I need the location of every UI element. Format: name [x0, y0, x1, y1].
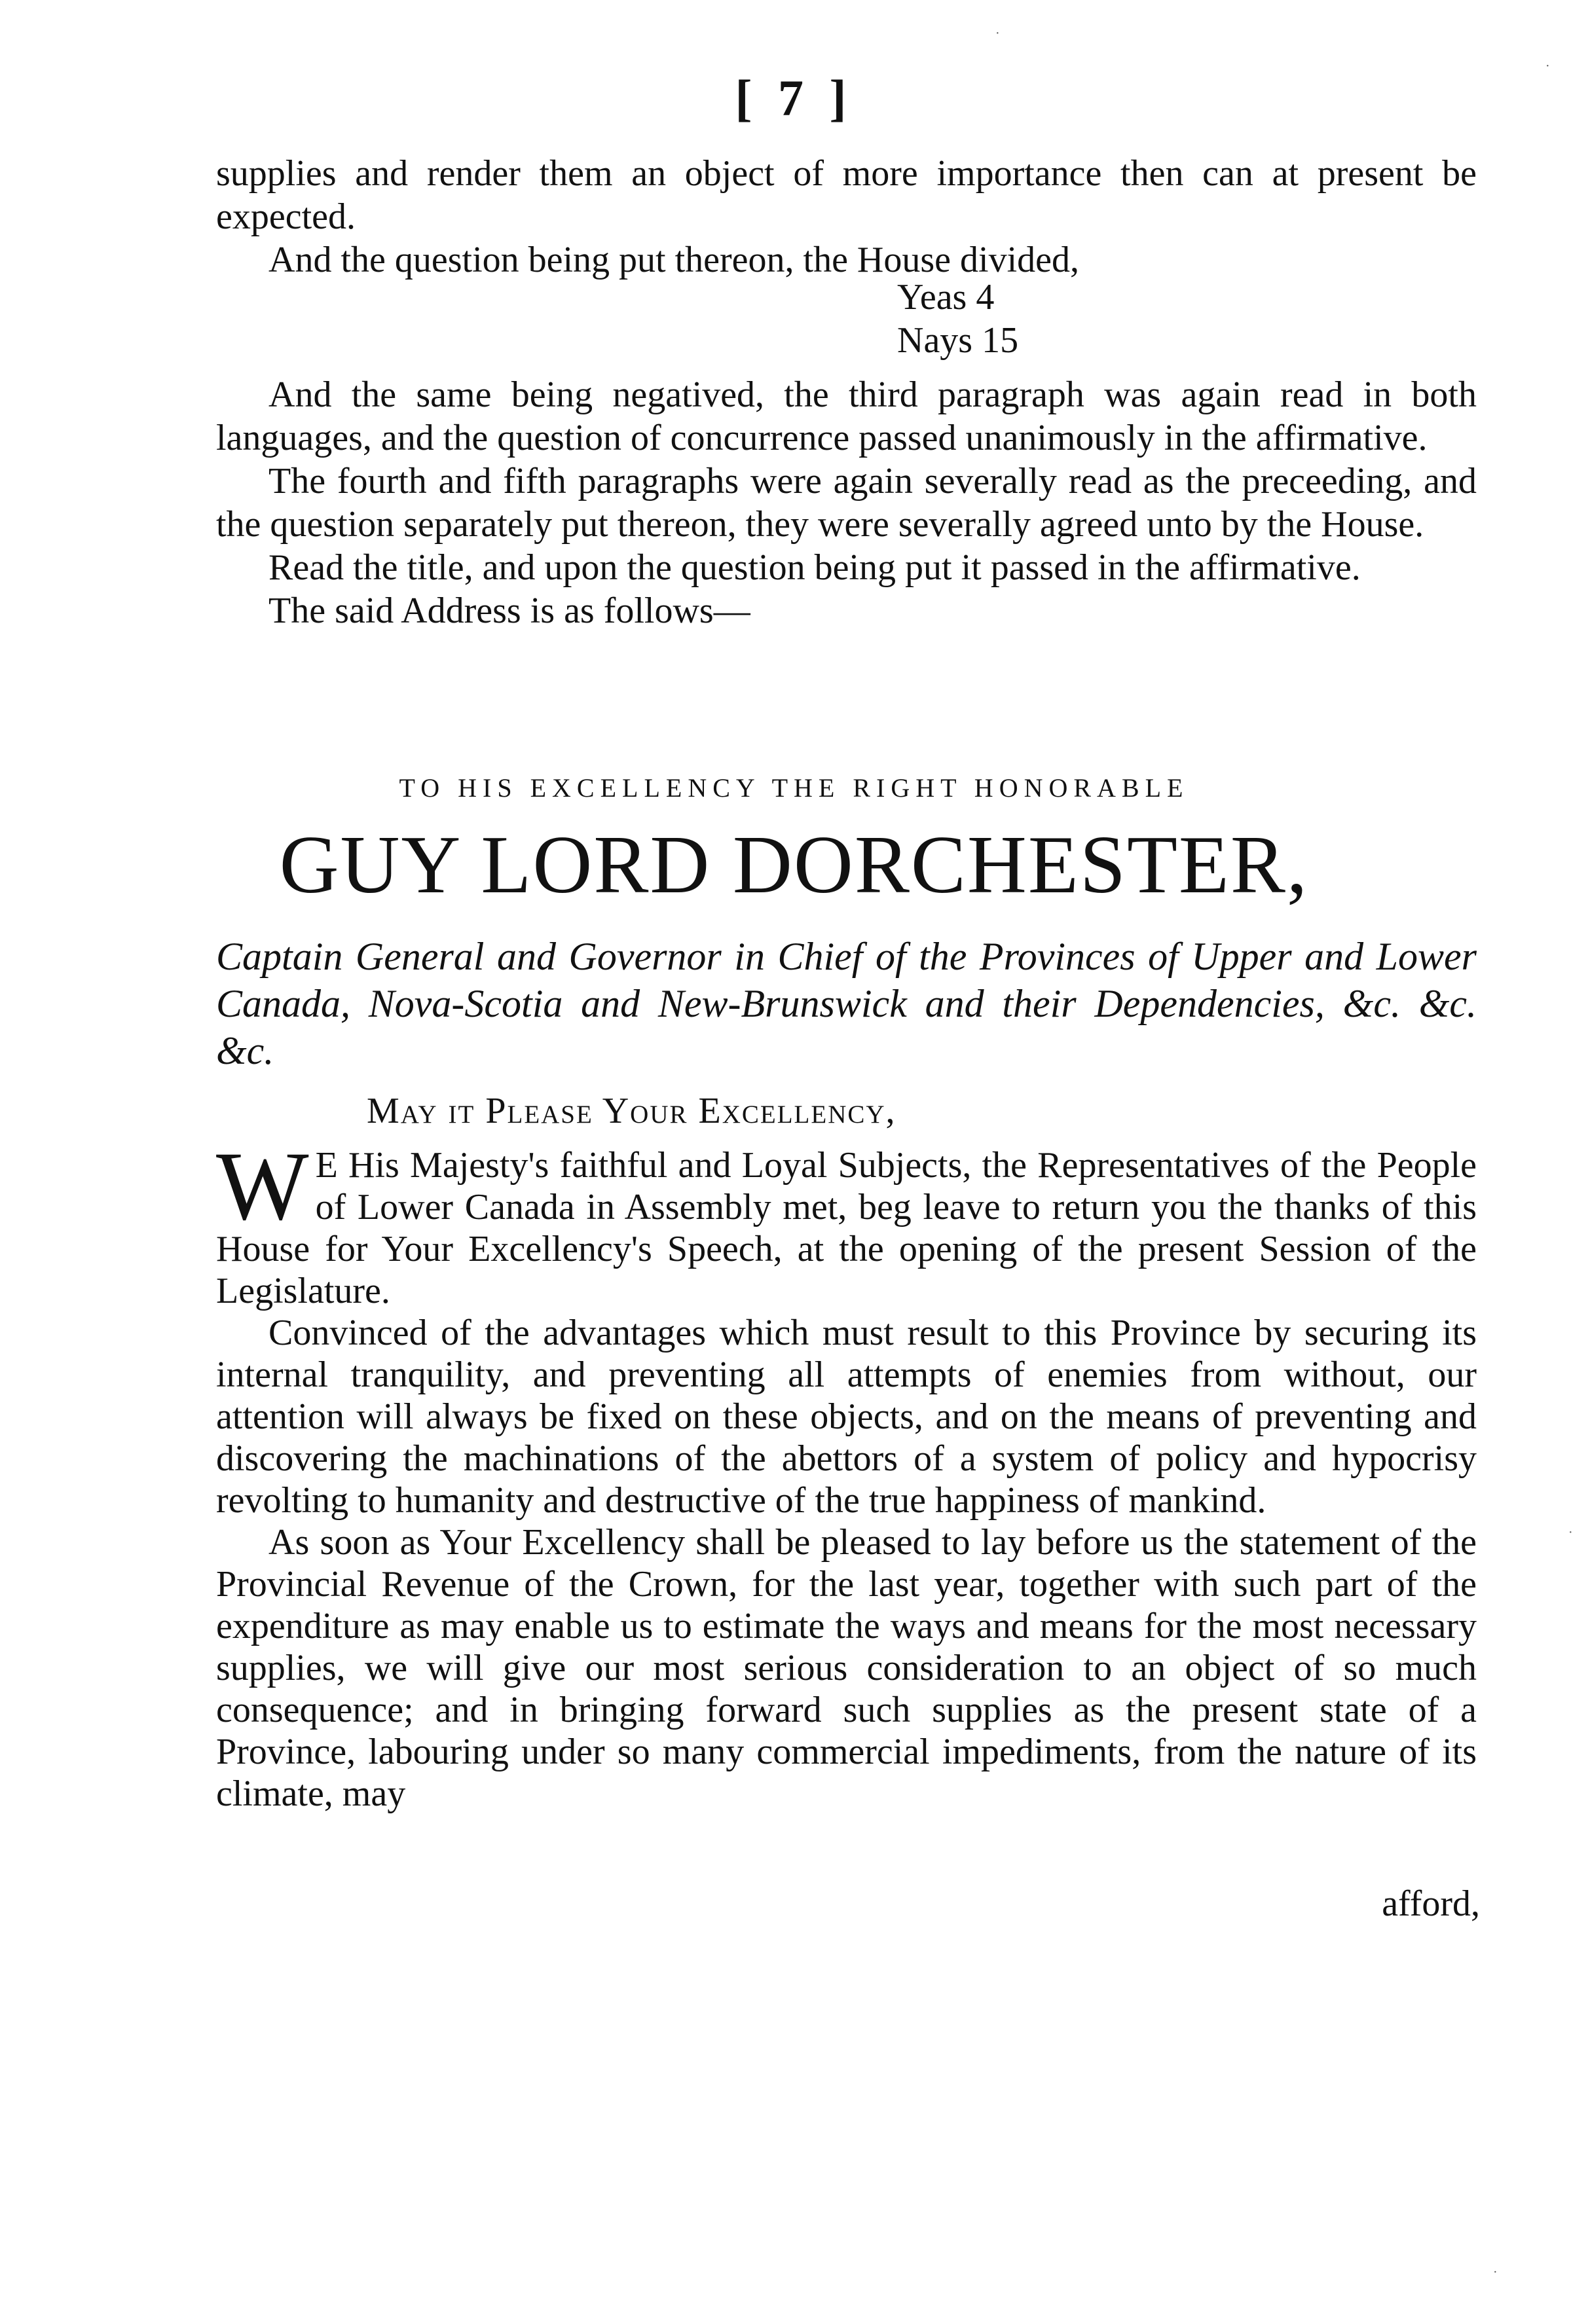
- address-paragraph-2: Convinced of the advantages which must result to this Province by securing its internal tranquility, and preventing all attempts of enemies from without, our attention will always be fixed on these objects, and on the means of preventing and discovering the machinations of the abettors of a system of policy and hypocrisy revolting to humanity and destructive of the true happiness of mankind.: [216, 1313, 1477, 1521]
- drop-cap: W: [216, 1132, 309, 1241]
- paragraph-fourth-fifth: The fourth and fifth paragraphs were again severally read as the preceeding, and the question separately put thereon, they were severally agreed unto by the House.: [216, 461, 1477, 545]
- paper-speck: ·: [1493, 2265, 1498, 2279]
- catchword: afford,: [1382, 1883, 1480, 1924]
- address-paragraph-3: As soon as Your Excellency shall be pleased to lay before us the statement of the Provincial Revenue of the Crown, for the last year, together with such part of the expenditure as may enable us to estimate the ways and means for the most necessary supplies, we will give our most serious consideration to an object of so much consequence; and in bringing forward such supplies as the present state of a Province, labouring under so many commercial impediments, from the nature of its climate, may: [216, 1522, 1477, 1814]
- addressee-name: GUY LORD DORCHESTER,: [279, 820, 1309, 911]
- addressee-title-text: Captain General and Governor in Chief of the Provinces of Upper and Lower Canada, Nova-Scotia and New-Brunswick and their Dependencies, &c. &c. &c.: [216, 935, 1477, 1072]
- address-paragraph-1-text: E His Majesty's faithful and Loyal Subjects, the Representatives of the People of Lower Canada in Assembly met, beg leave to return you the thanks of this House for Your Excellency's Speech, at the opening of the present Session of the Legislature.: [216, 1145, 1477, 1311]
- paragraph-address-follows: The said Address is as follows—: [268, 590, 750, 631]
- address-paragraph-1: [216, 1132, 1477, 1312]
- page-number-header: [ 7 ]: [735, 69, 853, 126]
- paragraph-negatived: And the same being negatived, the third paragraph was again read in both languages, and the question of concurrence passed unanimously in the affirmative.: [216, 374, 1477, 458]
- proceedings-text: [216, 373, 1477, 632]
- paper-speck: ·: [1545, 59, 1550, 73]
- continued-text: [216, 152, 1477, 281]
- nays-count: Nays 15: [897, 320, 1019, 361]
- salutation-line: TO HIS EXCELLENCY THE RIGHT HONORABLE: [399, 773, 1189, 803]
- paragraph-title: Read the title, and upon the question being put it passed in the affirmative.: [268, 547, 1361, 588]
- paper-speck: ·: [1568, 1525, 1573, 1540]
- question-line: And the question being put thereon, the House divided,: [268, 240, 1079, 280]
- yeas-count: Yeas 4: [897, 277, 995, 318]
- addressee-title: [216, 933, 1477, 1074]
- address-opening: May it Please Your Excellency,: [367, 1091, 896, 1131]
- address-body: [216, 1132, 1477, 1815]
- paper-speck: ·: [995, 26, 1000, 41]
- continued-paragraph: supplies and render them an object of more importance then can at present be expected.: [216, 153, 1477, 237]
